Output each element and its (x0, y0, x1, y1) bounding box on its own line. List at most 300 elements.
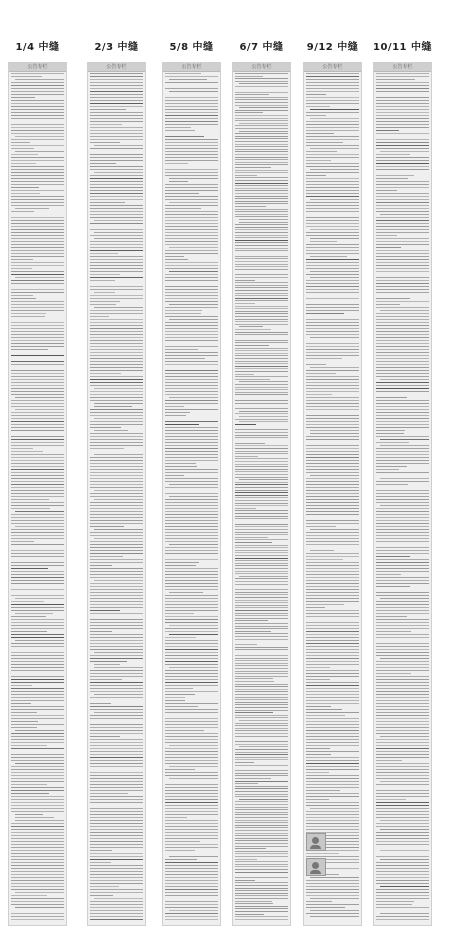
text-line (235, 429, 288, 430)
text-line (165, 220, 218, 221)
text-line (165, 658, 218, 659)
text-line (94, 238, 143, 239)
text-line (11, 601, 44, 602)
text-line (376, 145, 429, 146)
text-line (94, 499, 143, 500)
text-line (11, 439, 64, 440)
text-line (90, 685, 143, 686)
text-line (235, 676, 288, 677)
text-line (90, 160, 143, 161)
column-1 (8, 0, 67, 936)
text-line (90, 589, 143, 590)
text-line (15, 730, 64, 731)
text-line (94, 232, 143, 233)
text-line (90, 868, 143, 869)
text-line (376, 313, 429, 314)
text-line (235, 78, 288, 79)
text-line (235, 287, 288, 288)
text-line (11, 802, 64, 803)
text-line (306, 604, 344, 605)
text-line (235, 524, 288, 525)
text-line (11, 724, 64, 725)
text-line (306, 400, 359, 401)
text-line (306, 739, 359, 740)
text-line (11, 346, 64, 347)
text-line (235, 626, 288, 627)
text-line (235, 833, 288, 834)
text-line (376, 772, 429, 773)
text-line (306, 730, 359, 731)
text-line (376, 778, 429, 779)
text-line (11, 496, 64, 497)
text-line (165, 139, 218, 140)
text-line (90, 718, 143, 719)
text-line (165, 235, 218, 236)
text-line (165, 457, 218, 458)
text-line (11, 448, 33, 449)
text-line (376, 649, 429, 650)
text-line (306, 247, 359, 248)
text-line (11, 826, 64, 827)
text-line (235, 185, 288, 186)
text-line (90, 763, 143, 764)
text-line (90, 262, 143, 263)
text-line (165, 874, 218, 875)
text-line (235, 686, 288, 687)
text-line (165, 763, 218, 764)
text-line (11, 262, 64, 263)
text-line (90, 349, 143, 350)
text-line (235, 303, 255, 304)
text-line (11, 859, 64, 860)
text-line (376, 457, 429, 458)
text-line (306, 883, 359, 884)
text-line (306, 736, 359, 737)
text-line (239, 107, 288, 108)
text-line (165, 385, 218, 386)
text-lines (306, 73, 359, 923)
text-line (90, 514, 143, 515)
text-line (90, 748, 143, 749)
text-line (376, 268, 429, 269)
text-line (380, 658, 429, 659)
text-line (90, 661, 127, 662)
text-line (11, 76, 42, 77)
text-line (11, 685, 32, 686)
text-line (239, 720, 288, 721)
text-line (90, 610, 120, 611)
text-line (11, 715, 64, 716)
text-line (306, 325, 359, 326)
text-line (376, 730, 429, 731)
text-line (165, 157, 218, 158)
text-line (235, 81, 288, 82)
text-line (376, 223, 429, 224)
text-line (90, 289, 143, 290)
text-line (235, 503, 288, 504)
text-line (165, 265, 218, 266)
text-line (235, 589, 288, 590)
text-line (380, 886, 429, 887)
text-line (165, 646, 218, 647)
text-line (306, 511, 359, 512)
text-line (11, 490, 64, 491)
text-line (235, 801, 288, 802)
text-line (239, 746, 288, 747)
text-line (235, 783, 258, 784)
text-line (165, 841, 200, 842)
text-line (235, 853, 288, 854)
text-line (235, 814, 288, 815)
text-line (380, 781, 429, 782)
text-line (306, 223, 359, 224)
text-line (165, 823, 218, 824)
portrait-photo (306, 858, 326, 876)
text-line (90, 187, 143, 188)
text-line (306, 538, 359, 539)
text-line (306, 196, 359, 197)
text-line (90, 766, 143, 767)
text-line (235, 752, 288, 753)
text-line (376, 460, 429, 461)
text-line (306, 628, 359, 629)
text-line (376, 124, 429, 125)
text-line (235, 144, 288, 145)
text-line (376, 127, 429, 128)
text-line (380, 820, 429, 821)
text-line (165, 301, 218, 302)
text-line (306, 661, 359, 662)
text-line (11, 103, 64, 104)
text-line (306, 544, 359, 545)
text-line (165, 217, 218, 218)
text-line (235, 474, 288, 475)
text-line (11, 643, 64, 644)
text-line (90, 91, 143, 92)
text-line (235, 759, 288, 760)
text-line (11, 223, 64, 224)
text-line (165, 580, 218, 581)
text-line (11, 625, 64, 626)
text-line (306, 643, 359, 644)
text-line (235, 164, 288, 165)
text-line (376, 241, 429, 242)
text-line (306, 208, 359, 209)
text-line (235, 482, 288, 483)
text-line (11, 631, 47, 632)
text-line (11, 418, 64, 419)
text-line (376, 205, 429, 206)
text-line (90, 919, 143, 920)
text-line (165, 442, 218, 443)
text-line (11, 145, 64, 146)
text-line (235, 306, 288, 307)
text-line (376, 316, 429, 317)
text-line (11, 865, 64, 866)
text-line (235, 592, 288, 593)
text-line (235, 350, 288, 351)
text-line (165, 703, 218, 704)
text-line (90, 703, 111, 704)
text-line (165, 382, 218, 383)
text-line (376, 799, 406, 800)
text-line (235, 245, 288, 246)
text-line (376, 466, 407, 467)
text-line (11, 466, 64, 467)
text-line (376, 259, 429, 260)
text-line (169, 745, 218, 746)
text-line (11, 259, 33, 260)
text-line (11, 469, 64, 470)
text-line (90, 631, 112, 632)
text-line (11, 850, 64, 851)
text-line (306, 913, 359, 914)
text-line (235, 376, 288, 377)
text-line (306, 904, 359, 905)
text-line (165, 151, 218, 152)
text-line (376, 76, 429, 77)
text-line (90, 235, 143, 236)
text-line (165, 607, 218, 608)
text-line (165, 751, 218, 752)
text-line (306, 802, 359, 803)
text-line (11, 742, 64, 743)
text-line (235, 466, 288, 467)
text-line (11, 682, 64, 683)
text-line (11, 349, 48, 350)
text-line (90, 244, 143, 245)
text-line (90, 892, 143, 893)
text-line (11, 478, 64, 479)
text-line (306, 457, 359, 458)
text-line (165, 811, 218, 812)
text-line (90, 553, 143, 554)
text-line (11, 583, 64, 584)
text-line (306, 586, 359, 587)
text-line (90, 568, 143, 569)
text-line (165, 610, 218, 611)
text-line (90, 82, 143, 83)
text-line (94, 430, 128, 431)
text-line (235, 542, 272, 543)
text-line (11, 667, 64, 668)
text-line (90, 706, 143, 707)
text-strip (87, 62, 146, 926)
text-line (165, 643, 218, 644)
text-line (94, 418, 143, 419)
text-line (235, 678, 273, 679)
text-line (235, 300, 288, 301)
text-line (376, 232, 429, 233)
text-line (235, 469, 288, 470)
text-line (306, 721, 359, 722)
text-line (165, 100, 218, 101)
text-line (90, 322, 143, 323)
text-line (306, 448, 359, 449)
text-line (235, 534, 288, 535)
text-line (306, 745, 359, 746)
text-line (11, 829, 64, 830)
text-line (235, 261, 288, 262)
text-line (306, 283, 359, 284)
text-line (169, 178, 218, 179)
text-line (306, 268, 359, 269)
text-line (235, 451, 288, 452)
text-line (235, 97, 288, 98)
text-line (306, 145, 359, 146)
text-line (165, 799, 218, 800)
text-line (90, 337, 143, 338)
text-line (90, 88, 143, 89)
text-line (306, 190, 359, 191)
text-line (235, 209, 288, 210)
text-line (235, 882, 288, 883)
text-line (376, 364, 429, 365)
text-line (169, 397, 218, 398)
text-line (165, 859, 197, 860)
text-line (235, 908, 288, 909)
text-line (90, 679, 122, 680)
text-line (376, 406, 429, 407)
text-line (11, 574, 64, 575)
text-line (11, 508, 50, 509)
text-line (306, 589, 359, 590)
text-line (90, 79, 143, 80)
text-line (235, 762, 254, 763)
text-line (235, 702, 288, 703)
text-line (306, 685, 359, 686)
text-line (376, 709, 429, 710)
text-line (306, 202, 359, 203)
text-line (90, 190, 143, 191)
text-line (90, 460, 143, 461)
text-line (11, 499, 49, 500)
text-line (165, 697, 185, 698)
text-line (306, 349, 359, 350)
text-line (90, 844, 143, 845)
text-line (90, 562, 143, 563)
text-line (306, 478, 359, 479)
text-line (11, 415, 64, 416)
text-line (11, 370, 64, 371)
text-line (306, 373, 336, 374)
text-line (165, 433, 218, 434)
text-line (90, 862, 111, 863)
text-line (235, 804, 288, 805)
text-line (11, 784, 47, 785)
text-line (376, 703, 429, 704)
text-line (11, 331, 64, 332)
text-line (165, 682, 218, 683)
text-line (11, 844, 64, 845)
text-line (169, 625, 218, 626)
text-line (165, 163, 188, 164)
text-line (90, 784, 143, 785)
text-line (11, 883, 64, 884)
text-line (306, 88, 359, 89)
text-line (376, 802, 429, 803)
text-line (165, 868, 218, 869)
text-line (11, 127, 64, 128)
text-line (376, 235, 397, 236)
text-line (235, 694, 288, 695)
text-line (376, 82, 429, 83)
text-line (376, 745, 429, 746)
text-line (376, 646, 429, 647)
text-line (94, 529, 143, 530)
text-line (94, 667, 143, 668)
text-line (90, 379, 143, 380)
text-line (165, 655, 218, 656)
text-line (235, 846, 288, 847)
text-line (239, 576, 288, 577)
text-line (165, 415, 186, 416)
text-line (235, 510, 288, 511)
text-line (165, 772, 218, 773)
text-line (11, 700, 64, 701)
text-line (310, 550, 334, 551)
text-line (11, 388, 64, 389)
text-line (90, 772, 143, 773)
text-line (165, 136, 204, 137)
text-line (306, 601, 359, 602)
text-line (90, 277, 143, 278)
text-line (376, 517, 429, 518)
text-line (235, 539, 288, 540)
text-line (376, 811, 429, 812)
text-line (90, 832, 143, 833)
text-line (165, 847, 218, 848)
text-line (90, 214, 143, 215)
text-line (11, 856, 64, 857)
text-line (235, 649, 288, 650)
text-line (11, 328, 64, 329)
text-line (376, 226, 429, 227)
text-line (11, 811, 64, 812)
text-line (376, 133, 429, 134)
text-line (11, 493, 64, 494)
text-line (11, 862, 64, 863)
text-line (306, 772, 329, 773)
text-line (90, 73, 143, 74)
text-line (11, 403, 64, 404)
text-line (165, 121, 218, 122)
text-line (306, 418, 359, 419)
text-line (11, 427, 64, 428)
text-line (306, 265, 359, 266)
text-line (235, 86, 288, 87)
text-line (11, 835, 64, 836)
text-line (235, 658, 288, 659)
text-line (306, 160, 331, 161)
text-line (11, 322, 64, 323)
text-line (306, 625, 359, 626)
text-line (11, 463, 64, 464)
text-line (306, 493, 359, 494)
text-line (165, 238, 218, 239)
text-line (90, 829, 143, 830)
text-line (165, 724, 218, 725)
text-line (90, 364, 143, 365)
text-line (11, 514, 64, 515)
text-line (90, 106, 143, 107)
text-line (306, 769, 359, 770)
text-line (11, 280, 64, 281)
text-line (376, 397, 407, 398)
text-line (235, 99, 288, 100)
text-line (11, 241, 64, 242)
text-line (376, 436, 429, 437)
